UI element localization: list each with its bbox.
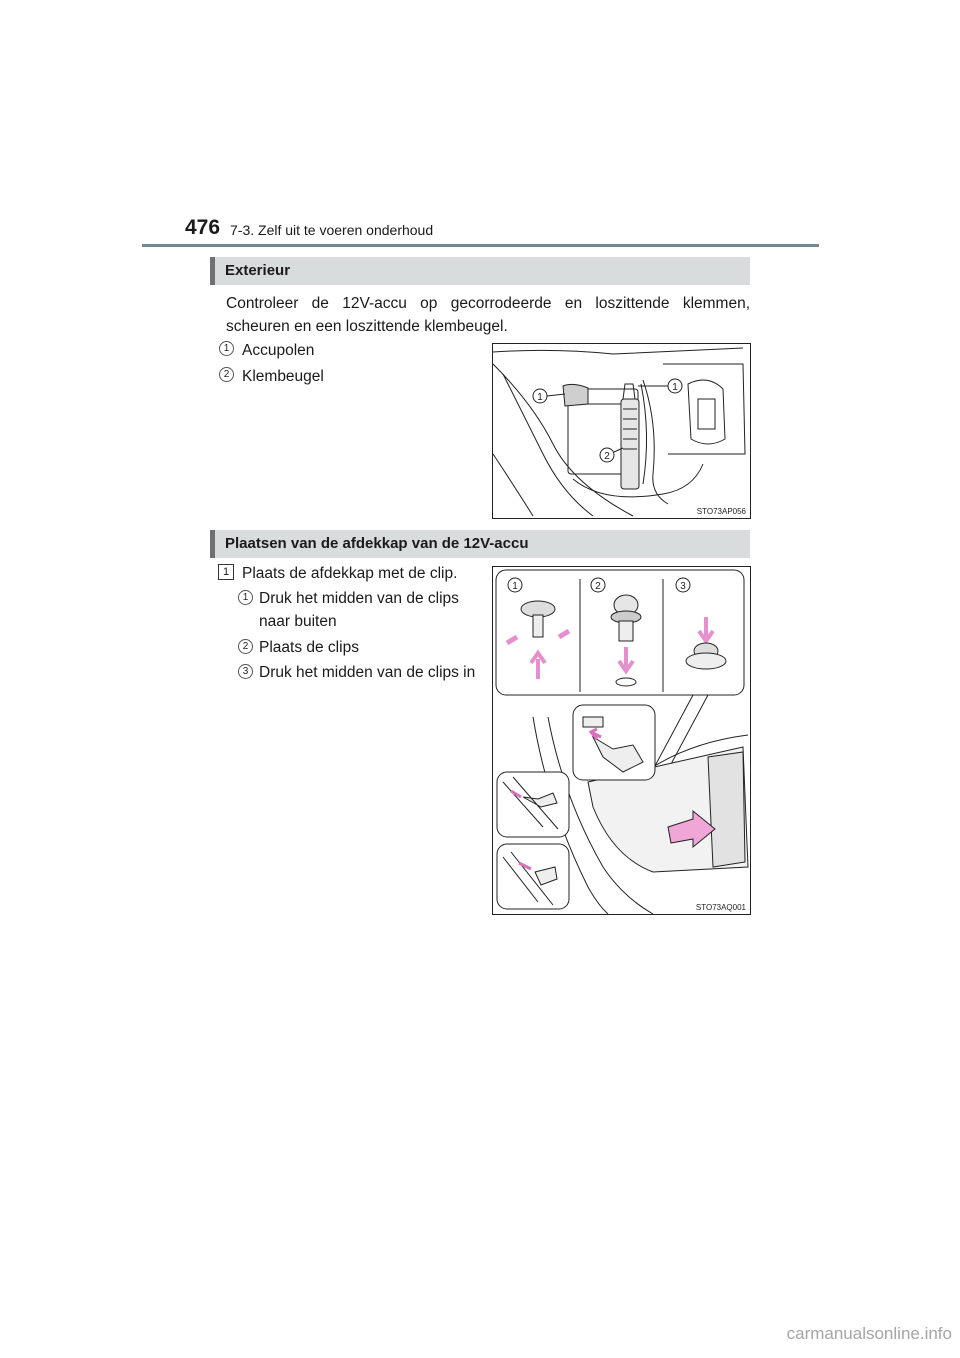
callout-1-right bbox=[638, 379, 682, 393]
svg-text:3: 3 bbox=[680, 581, 686, 592]
svg-text:1: 1 bbox=[512, 581, 518, 592]
substep-number: 1 bbox=[238, 590, 253, 605]
item-label: Klembeugel bbox=[242, 368, 324, 385]
callout-1-left bbox=[533, 389, 565, 403]
substep-text: Druk het midden van de clips in bbox=[259, 664, 476, 681]
figure-code: STO73AQ001 bbox=[695, 903, 746, 912]
header-rule bbox=[142, 244, 819, 247]
substep-number: 3 bbox=[238, 664, 253, 679]
running-header: 7-3. Zelf uit te voeren onderhoud bbox=[230, 222, 434, 238]
watermark: carmanualsonline.info bbox=[786, 1324, 952, 1343]
battery-illustration bbox=[493, 344, 750, 518]
figure-code: STO73AP056 bbox=[696, 507, 746, 516]
detail-inset-top bbox=[573, 705, 655, 780]
substep-text: Plaats de clips bbox=[259, 639, 359, 656]
callout-2 bbox=[600, 448, 623, 462]
callout-number: 1 bbox=[219, 341, 234, 356]
page-number: 476 bbox=[185, 216, 221, 239]
substep-text: Druk het midden van de clips naar buiten bbox=[259, 590, 459, 630]
svg-text:2: 2 bbox=[604, 451, 610, 462]
section-title: Plaatsen van de afdekkap van de 12V-accu bbox=[225, 535, 529, 552]
substep-number: 2 bbox=[238, 639, 253, 654]
svg-text:1: 1 bbox=[672, 382, 678, 393]
detail-inset-left-1 bbox=[497, 772, 569, 837]
cover-illustration bbox=[493, 567, 750, 914]
section-title: Exterieur bbox=[225, 262, 291, 279]
section-heading-exterior bbox=[210, 257, 750, 285]
detail-inset-left-2 bbox=[497, 844, 569, 909]
svg-text:1: 1 bbox=[537, 392, 543, 403]
intro-paragraph: Controleer de 12V-accu op gecorrodeerde en loszittende klemmen, scheuren en een loszittende klembeugel. bbox=[226, 295, 750, 335]
svg-text:2: 2 bbox=[595, 581, 601, 592]
step-number: 1 bbox=[218, 564, 234, 580]
cover-figure bbox=[492, 566, 751, 915]
battery-figure bbox=[492, 343, 751, 519]
item-label: Accupolen bbox=[242, 342, 315, 359]
callout-number: 2 bbox=[219, 367, 234, 382]
section-heading-cover bbox=[210, 530, 750, 558]
step-text: Plaats de afdekkap met de clip. bbox=[242, 565, 458, 582]
